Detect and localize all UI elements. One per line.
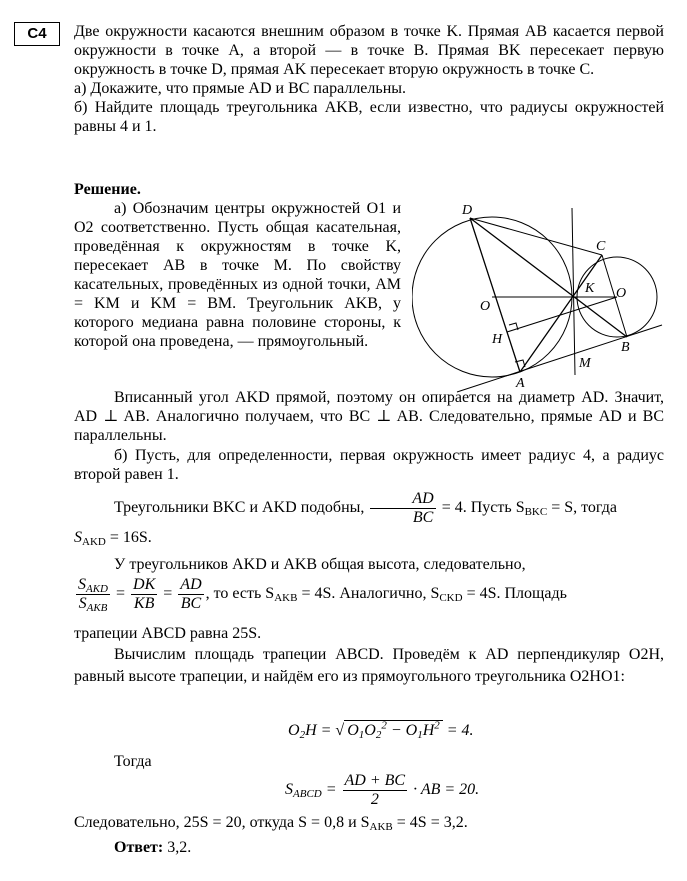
solution-part-b-1: б) Пусть, для определенности, первая окружность имеет радиус 4, а радиус второй равен 1. [74,447,664,483]
solution-part-b-9: Следовательно, 25S = 20, откуда S = 0,8 и $S_{AKB} = 4S = 3,2$. [74,814,468,833]
segment-ac [520,255,602,372]
label-o1: O [480,299,491,314]
solution-heading: Решение. [74,181,141,198]
solution-part-a-2: Вписанный угол AKD прямой, поэтому он опирается на диаметр AD. Значит, AD ⊥ AB. Аналогично получаем, что BC ⊥ AB. Следовательно, прямые AD и BC параллельны. [74,389,664,444]
solution-part-b-5: $\frac{S_{AKD}}{S_{AKB}}$ = $\frac{DK}{KB}$ = $\frac{AD}{BC}$ , то есть $S_{AKB} = 4S$. Аналогично, $S_{CKD} = 4S$. Площадь [78,576,567,614]
solution-part-b-6: трапеции ABCD равна 25S. [74,625,262,642]
formula-o2h: $O_2H$ = √ $O_1O_2^2 - O_1H^2 = 4$. [288,719,474,741]
solution-part-b-7: Вычислим площадь трапеции ABCD. Проведём к AD перпендикуляр O2H, равный высоте трапеции, и найдём его из прямоугольного треугольника O2HO1: [74,646,664,685]
label-c: C [596,239,606,254]
segment-ad [470,218,520,372]
segment-o2h [507,297,617,332]
solution-part-a-1: а) Обозначим центры окружностей O1 и O2 соответственно. Пусть общая касательная, проведённая к окружностям в точке K, пересекает AB в точке M. По свойству касательных, проведённых из одной точки, AM = KM и KM = BM. Треугольник AKB, у которого медиана равна половине стороны, к которой она проведена, — прямоугольный. [74,200,401,350]
label-b: B [621,340,630,355]
label-h: H [492,332,503,347]
problem-number: С4 [14,22,60,46]
label-m: M [579,356,591,371]
label-a: A [516,376,525,391]
solution-part-b-8: Тогда [114,753,152,770]
solution-part-b-3: $S_{AKD} = 16S$. [74,529,152,548]
label-d: D [462,203,473,218]
solution-part-b-4: У треугольников AKD и AKB общая высота, следовательно, [114,556,526,573]
formula-area-abcd: $S_{ABCD}$ = $\frac{AD + BC}{2}$ · AB = 20. [285,772,480,808]
geometry-diagram [412,200,672,395]
common-tangent [572,208,575,375]
tangent-ab [457,325,662,392]
segment-dc [470,218,602,255]
solution-part-b-2: Треугольники BKC и AKD подобны, $\frac{AD}{BC}$ = 4. Пусть $S_{BKC} = S$, тогда [114,490,617,526]
problem-text: Две окружности касаются внешним образом в точке K. Прямая AB касается первой окружности в точке A, а второй — в точке B. Прямая BK пересекает первую окружность в точке D, прямая AK пересекает вторую окружность в точке C. а) Докажите, что прямые AD и BC параллельны. б) Найдите площадь треугольника AKB, если известно, что радиусы окружностей равны 4 и 1. [74,23,664,135]
label-o2: O [616,286,627,301]
label-k: K [585,281,595,296]
answer: Ответ: 3,2. [114,839,192,856]
